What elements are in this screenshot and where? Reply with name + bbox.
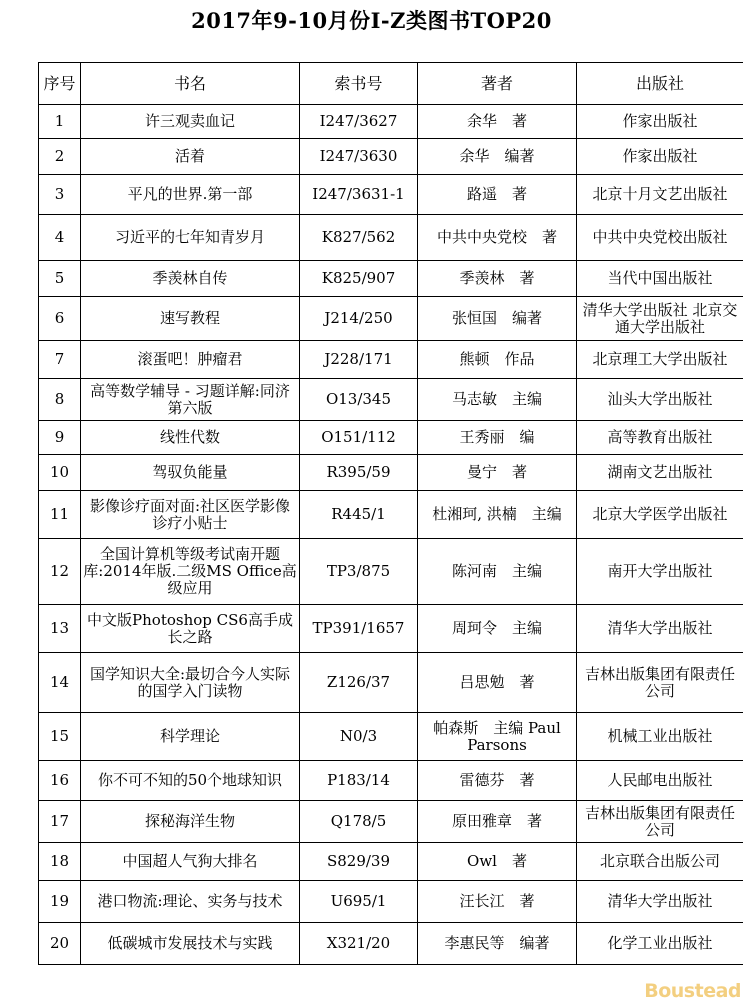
cell-title: 习近平的七年知青岁月 xyxy=(81,215,300,261)
table-row xyxy=(39,455,743,491)
cell-title: 高等数学辅导 - 习题详解:同济第六版 xyxy=(81,379,300,421)
cell-call-number: U695/1 xyxy=(300,881,418,923)
cell-index: 5 xyxy=(39,261,81,297)
table-row xyxy=(39,539,743,605)
cell-call-number: X321/20 xyxy=(300,923,418,965)
header-call-number: 索书号 xyxy=(300,63,418,105)
cell-call-number: S829/39 xyxy=(300,843,418,881)
cell-call-number: J214/250 xyxy=(300,297,418,341)
cell-call-number: R445/1 xyxy=(300,491,418,539)
cell-publisher: 人民邮电出版社 xyxy=(577,761,743,801)
cell-author: 中共中央党校 著 xyxy=(418,215,577,261)
table-row xyxy=(39,175,743,215)
cell-publisher: 北京理工大学出版社 xyxy=(577,341,743,379)
cell-index: 13 xyxy=(39,605,81,653)
cell-author: 原田雅章 著 xyxy=(418,801,577,843)
cell-author: 汪长江 著 xyxy=(418,881,577,923)
cell-publisher: 中共中央党校出版社 xyxy=(577,215,743,261)
header-row xyxy=(39,63,743,105)
cell-author: 杜湘珂, 洪楠 主编 xyxy=(418,491,577,539)
cell-publisher: 作家出版社 xyxy=(577,105,743,139)
cell-index: 3 xyxy=(39,175,81,215)
cell-index: 6 xyxy=(39,297,81,341)
cell-publisher: 吉林出版集团有限责任公司 xyxy=(577,653,743,713)
cell-index: 20 xyxy=(39,923,81,965)
cell-author: 李惠民等 编著 xyxy=(418,923,577,965)
cell-publisher: 北京大学医学出版社 xyxy=(577,491,743,539)
cell-title: 国学知识大全:最切合今人实际的国学入门读物 xyxy=(81,653,300,713)
table-row xyxy=(39,801,743,843)
header-publisher: 出版社 xyxy=(577,63,743,105)
page-title: 2017年9-10月份I-Z类图书TOP20 xyxy=(191,8,552,33)
cell-call-number: I247/3627 xyxy=(300,105,418,139)
cell-index: 18 xyxy=(39,843,81,881)
cell-publisher: 吉林出版集团有限责任公司 xyxy=(577,801,743,843)
cell-title: 你不可不知的50个地球知识 xyxy=(81,761,300,801)
table-row xyxy=(39,341,743,379)
cell-call-number: P183/14 xyxy=(300,761,418,801)
table-row xyxy=(39,761,743,801)
cell-title: 探秘海洋生物 xyxy=(81,801,300,843)
cell-title: 低碳城市发展技术与实践 xyxy=(81,923,300,965)
cell-publisher: 高等教育出版社 xyxy=(577,421,743,455)
top20-table xyxy=(38,62,743,965)
cell-publisher: 北京联合出版公司 xyxy=(577,843,743,881)
cell-index: 17 xyxy=(39,801,81,843)
cell-title: 中国超人气狗大排名 xyxy=(81,843,300,881)
cell-publisher: 南开大学出版社 xyxy=(577,539,743,605)
cell-publisher: 北京十月文艺出版社 xyxy=(577,175,743,215)
header-author: 著者 xyxy=(418,63,577,105)
cell-index: 15 xyxy=(39,713,81,761)
cell-title: 活着 xyxy=(81,139,300,175)
cell-author: 吕思勉 著 xyxy=(418,653,577,713)
cell-title: 速写教程 xyxy=(81,297,300,341)
cell-publisher: 化学工业出版社 xyxy=(577,923,743,965)
cell-call-number: O13/345 xyxy=(300,379,418,421)
cell-publisher: 清华大学出版社 北京交通大学出版社 xyxy=(577,297,743,341)
table-row xyxy=(39,261,743,297)
table-row xyxy=(39,379,743,421)
cell-call-number: R395/59 xyxy=(300,455,418,491)
cell-index: 19 xyxy=(39,881,81,923)
cell-call-number: K825/907 xyxy=(300,261,418,297)
cell-title: 线性代数 xyxy=(81,421,300,455)
cell-call-number: Q178/5 xyxy=(300,801,418,843)
table-row xyxy=(39,105,743,139)
cell-author: 余华 编著 xyxy=(418,139,577,175)
cell-index: 14 xyxy=(39,653,81,713)
cell-publisher: 机械工业出版社 xyxy=(577,713,743,761)
cell-index: 16 xyxy=(39,761,81,801)
watermark-logo: Boustead xyxy=(644,980,741,1002)
table-row xyxy=(39,653,743,713)
cell-title: 港口物流:理论、实务与技术 xyxy=(81,881,300,923)
cell-title: 平凡的世界.第一部 xyxy=(81,175,300,215)
table-row xyxy=(39,843,743,881)
cell-publisher: 清华大学出版社 xyxy=(577,605,743,653)
cell-title: 驾驭负能量 xyxy=(81,455,300,491)
cell-author: 马志敏 主编 xyxy=(418,379,577,421)
cell-call-number: J228/171 xyxy=(300,341,418,379)
cell-call-number: Z126/37 xyxy=(300,653,418,713)
cell-author: 雷德芬 著 xyxy=(418,761,577,801)
cell-publisher: 湖南文艺出版社 xyxy=(577,455,743,491)
cell-author: Owl 著 xyxy=(418,843,577,881)
cell-title: 季羡林自传 xyxy=(81,261,300,297)
cell-index: 12 xyxy=(39,539,81,605)
cell-call-number: TP3/875 xyxy=(300,539,418,605)
header-index: 序号 xyxy=(39,63,81,105)
cell-title: 滚蛋吧！肿瘤君 xyxy=(81,341,300,379)
cell-publisher: 汕头大学出版社 xyxy=(577,379,743,421)
cell-author: 季羡林 著 xyxy=(418,261,577,297)
cell-author: 熊顿 作品 xyxy=(418,341,577,379)
cell-call-number: I247/3631-1 xyxy=(300,175,418,215)
cell-author: 陈河南 主编 xyxy=(418,539,577,605)
cell-index: 2 xyxy=(39,139,81,175)
cell-author: 王秀丽 编 xyxy=(418,421,577,455)
cell-author: 余华 著 xyxy=(418,105,577,139)
table-row xyxy=(39,923,743,965)
table-row xyxy=(39,215,743,261)
cell-author: 曼宁 著 xyxy=(418,455,577,491)
table-row xyxy=(39,139,743,175)
cell-index: 8 xyxy=(39,379,81,421)
cell-title: 全国计算机等级考试南开题库:2014年版.二级MS Office高级应用 xyxy=(81,539,300,605)
cell-title: 科学理论 xyxy=(81,713,300,761)
cell-index: 9 xyxy=(39,421,81,455)
table-row xyxy=(39,881,743,923)
cell-title: 中文版Photoshop CS6高手成长之路 xyxy=(81,605,300,653)
table-row xyxy=(39,605,743,653)
cell-index: 1 xyxy=(39,105,81,139)
cell-call-number: N0/3 xyxy=(300,713,418,761)
header-title: 书名 xyxy=(81,63,300,105)
cell-author: 张恒国 编著 xyxy=(418,297,577,341)
cell-publisher: 当代中国出版社 xyxy=(577,261,743,297)
cell-index: 10 xyxy=(39,455,81,491)
cell-index: 11 xyxy=(39,491,81,539)
cell-author: 帕森斯 主编 Paul Parsons xyxy=(418,713,577,761)
table-row xyxy=(39,421,743,455)
cell-call-number: O151/112 xyxy=(300,421,418,455)
cell-title: 许三观卖血记 xyxy=(81,105,300,139)
cell-index: 7 xyxy=(39,341,81,379)
cell-call-number: K827/562 xyxy=(300,215,418,261)
table-row xyxy=(39,713,743,761)
table-row xyxy=(39,297,743,341)
cell-title: 影像诊疗面对面:社区医学影像诊疗小贴士 xyxy=(81,491,300,539)
cell-index: 4 xyxy=(39,215,81,261)
table-row xyxy=(39,491,743,539)
cell-call-number: TP391/1657 xyxy=(300,605,418,653)
cell-call-number: I247/3630 xyxy=(300,139,418,175)
cell-publisher: 作家出版社 xyxy=(577,139,743,175)
cell-publisher: 清华大学出版社 xyxy=(577,881,743,923)
cell-author: 周珂令 主编 xyxy=(418,605,577,653)
cell-author: 路遥 著 xyxy=(418,175,577,215)
